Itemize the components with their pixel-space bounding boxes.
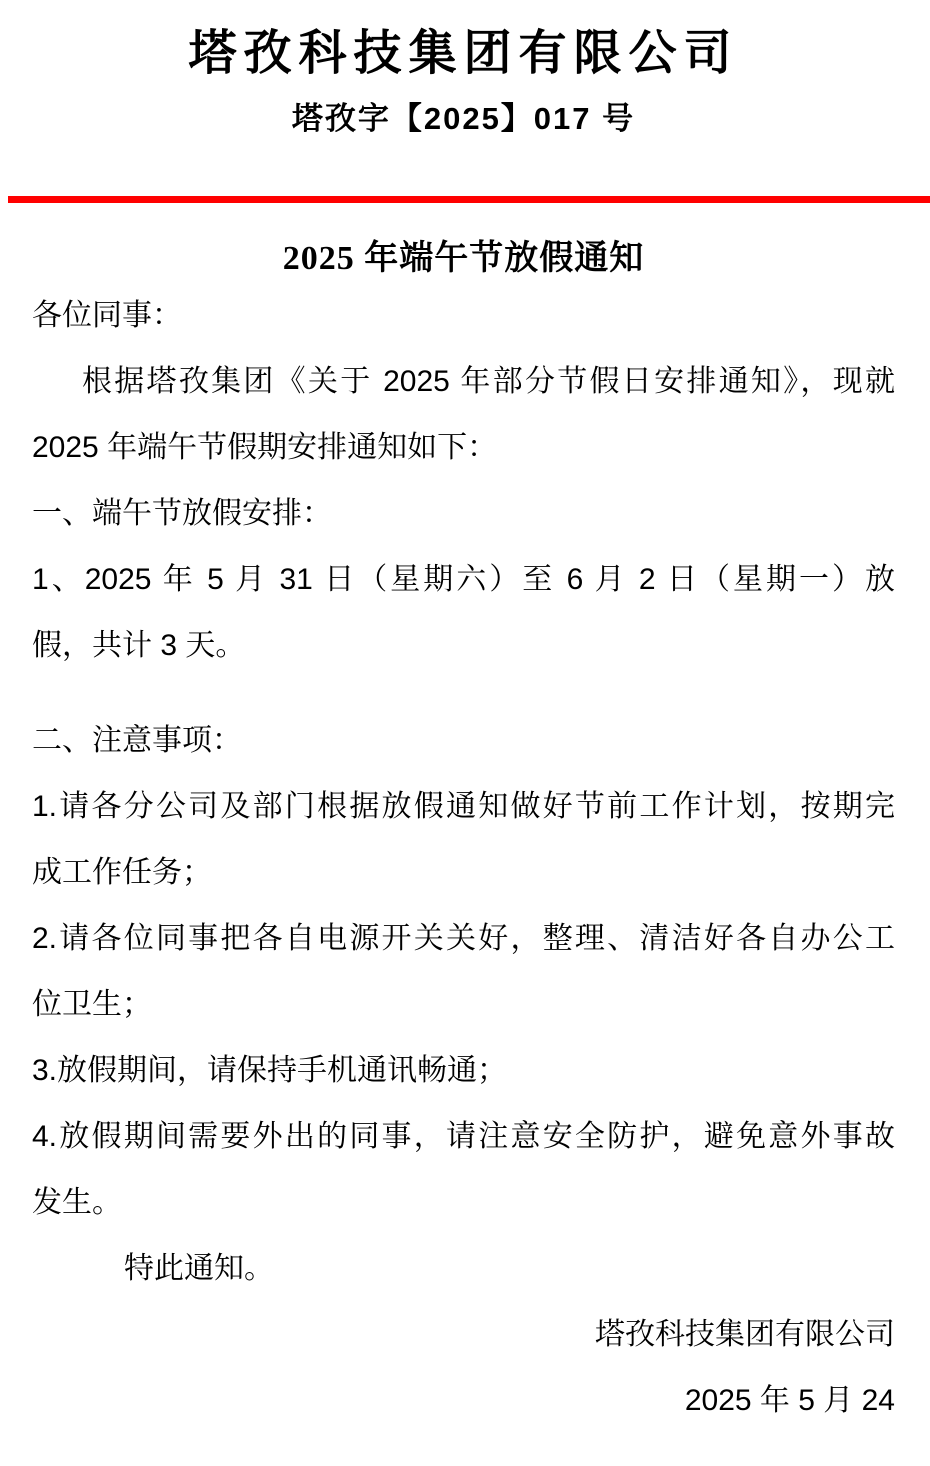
section-1-title: 一、端午节放假安排： <box>32 497 332 530</box>
signature-company: 塔孜科技集团有限公司 <box>595 1318 895 1351</box>
section-spacer <box>32 679 895 708</box>
intro-line-2: 2025 年端午节假期安排通知如下： <box>32 431 498 464</box>
section-2-item-4-line-2: 发生。 <box>32 1186 122 1219</box>
document-number: 塔孜字【2025】017 号 <box>291 101 636 136</box>
notice-document <box>0 24 930 1466</box>
section-2-title: 二、注意事项： <box>32 724 242 757</box>
closing-phrase: 特此通知。 <box>124 1252 274 1285</box>
section-1-item-1-line-2: 假，共计 3 天。 <box>32 629 246 662</box>
notice-title: 2025 年端午节放假通知 <box>282 240 645 277</box>
section-1-item-1-line-1: 1、2025 年 5 月 31 日（星期六）至 6 月 2 日（星期一）放 <box>32 563 895 596</box>
section-2-item-2-line-1: 2.请各位同事把各自电源开关关好，整理、清洁好各自办公工 <box>32 922 895 955</box>
salutation-line: 各位同事： <box>32 299 182 332</box>
letterhead-company-name: 塔孜科技集团有限公司 <box>188 27 739 80</box>
signature-date: 2025 年 5 月 24 <box>684 1384 895 1417</box>
section-2-item-4-line-1: 4.放假期间需要外出的同事，请注意安全防护，避免意外事故 <box>32 1120 895 1153</box>
section-2-item-2-line-2: 位卫生； <box>32 988 152 1021</box>
notice-body <box>32 283 895 1434</box>
section-2-item-3: 3.放假期间，请保持手机通讯畅通； <box>32 1054 508 1087</box>
section-2-item-1-line-2: 成工作任务； <box>32 856 212 889</box>
section-2-item-1-line-1: 1.请各分公司及部门根据放假通知做好节前工作计划，按期完 <box>32 790 895 823</box>
red-rule-divider <box>8 196 930 203</box>
intro-line-1: 根据塔孜集团《关于 2025 年部分节假日安排通知》，现就 <box>82 365 895 398</box>
